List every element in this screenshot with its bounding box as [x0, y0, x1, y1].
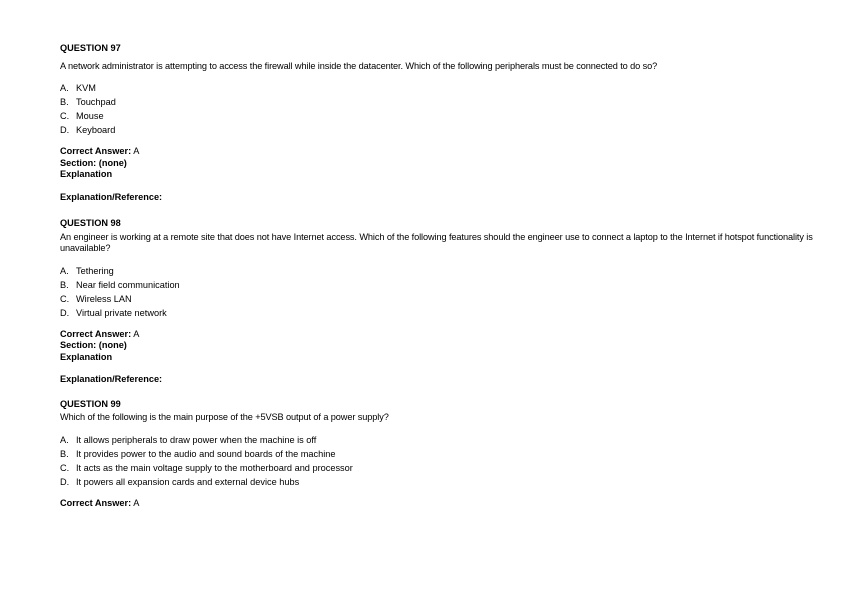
- option-text: It provides power to the audio and sound boards of the machine: [76, 448, 336, 459]
- option-b: [60, 95, 820, 109]
- question-text: A network administrator is attempting to access the firewall while inside the datacenter. Which of the following peripherals must be connected to do so?: [60, 60, 658, 71]
- option-list: [60, 81, 820, 137]
- correct-answer-value: A: [133, 328, 140, 339]
- option-text: Mouse: [76, 111, 104, 121]
- option-letter: D.: [60, 125, 70, 135]
- option-text: Near field communication: [76, 279, 180, 290]
- option-b: [60, 447, 820, 461]
- correct-answer-label: Correct Answer:: [60, 146, 132, 156]
- option-a: [60, 81, 820, 95]
- option-text: Virtual private network: [76, 307, 167, 318]
- option-text: It allows peripherals to draw power when the machine is off: [76, 434, 317, 445]
- option-letter: B.: [60, 97, 69, 107]
- section-line: Section: (none): [60, 340, 127, 350]
- explanation-heading: Explanation: [60, 351, 113, 362]
- answer-block: [60, 329, 820, 386]
- correct-answer-label: Correct Answer:: [60, 497, 132, 508]
- explanation-heading: Explanation: [60, 169, 113, 179]
- option-d: [60, 306, 820, 320]
- option-a: [60, 264, 820, 278]
- question-title: QUESTION 99: [60, 398, 121, 409]
- option-letter: A.: [60, 434, 69, 445]
- option-text: Wireless LAN: [76, 293, 132, 304]
- option-letter: C.: [60, 293, 70, 304]
- option-a: [60, 433, 820, 447]
- option-c: [60, 292, 820, 306]
- option-d: [60, 475, 820, 489]
- correct-answer-value: A: [133, 497, 140, 508]
- question-98: [60, 218, 820, 386]
- section-line: Section: (none): [60, 157, 127, 168]
- correct-answer: [60, 498, 820, 510]
- question-97: [60, 43, 820, 203]
- option-b: [60, 278, 820, 292]
- option-text: Tethering: [76, 265, 114, 276]
- option-letter: B.: [60, 448, 69, 459]
- option-letter: A.: [60, 83, 69, 93]
- correct-answer: [60, 146, 820, 158]
- document-page: [60, 43, 820, 509]
- question-title: QUESTION 98: [60, 218, 121, 228]
- explanation-reference-heading: Explanation/Reference:: [60, 191, 163, 202]
- option-letter: D.: [60, 476, 70, 487]
- option-letter: B.: [60, 279, 69, 290]
- question-title: QUESTION 97: [60, 43, 121, 53]
- explanation-reference-heading: Explanation/Reference:: [60, 374, 163, 384]
- question-99: [60, 399, 820, 510]
- option-letter: C.: [60, 462, 70, 473]
- question-text: Which of the following is the main purpose of the +5VSB output of a power supply?: [60, 412, 389, 422]
- correct-answer: [60, 329, 820, 341]
- option-list: [60, 264, 820, 320]
- option-letter: A.: [60, 265, 69, 276]
- answer-block: [60, 498, 820, 510]
- option-c: [60, 461, 820, 475]
- option-letter: C.: [60, 111, 70, 121]
- answer-block: [60, 146, 820, 203]
- option-c: [60, 109, 820, 123]
- option-text: It powers all expansion cards and external device hubs: [76, 476, 300, 487]
- option-text: Keyboard: [76, 125, 116, 135]
- question-text: An engineer is working at a remote site that does not have Internet access. Which of the following features should the engineer use to connect a laptop to the Internet if hotspot functionality is unavailable?: [60, 231, 813, 253]
- option-text: Touchpad: [76, 97, 116, 107]
- correct-answer-value: A: [133, 146, 140, 156]
- option-letter: D.: [60, 307, 70, 318]
- option-list: [60, 433, 820, 489]
- option-d: [60, 123, 820, 137]
- correct-answer-label: Correct Answer:: [60, 328, 132, 339]
- option-text: It acts as the main voltage supply to the motherboard and processor: [76, 462, 353, 473]
- option-text: KVM: [76, 83, 96, 93]
